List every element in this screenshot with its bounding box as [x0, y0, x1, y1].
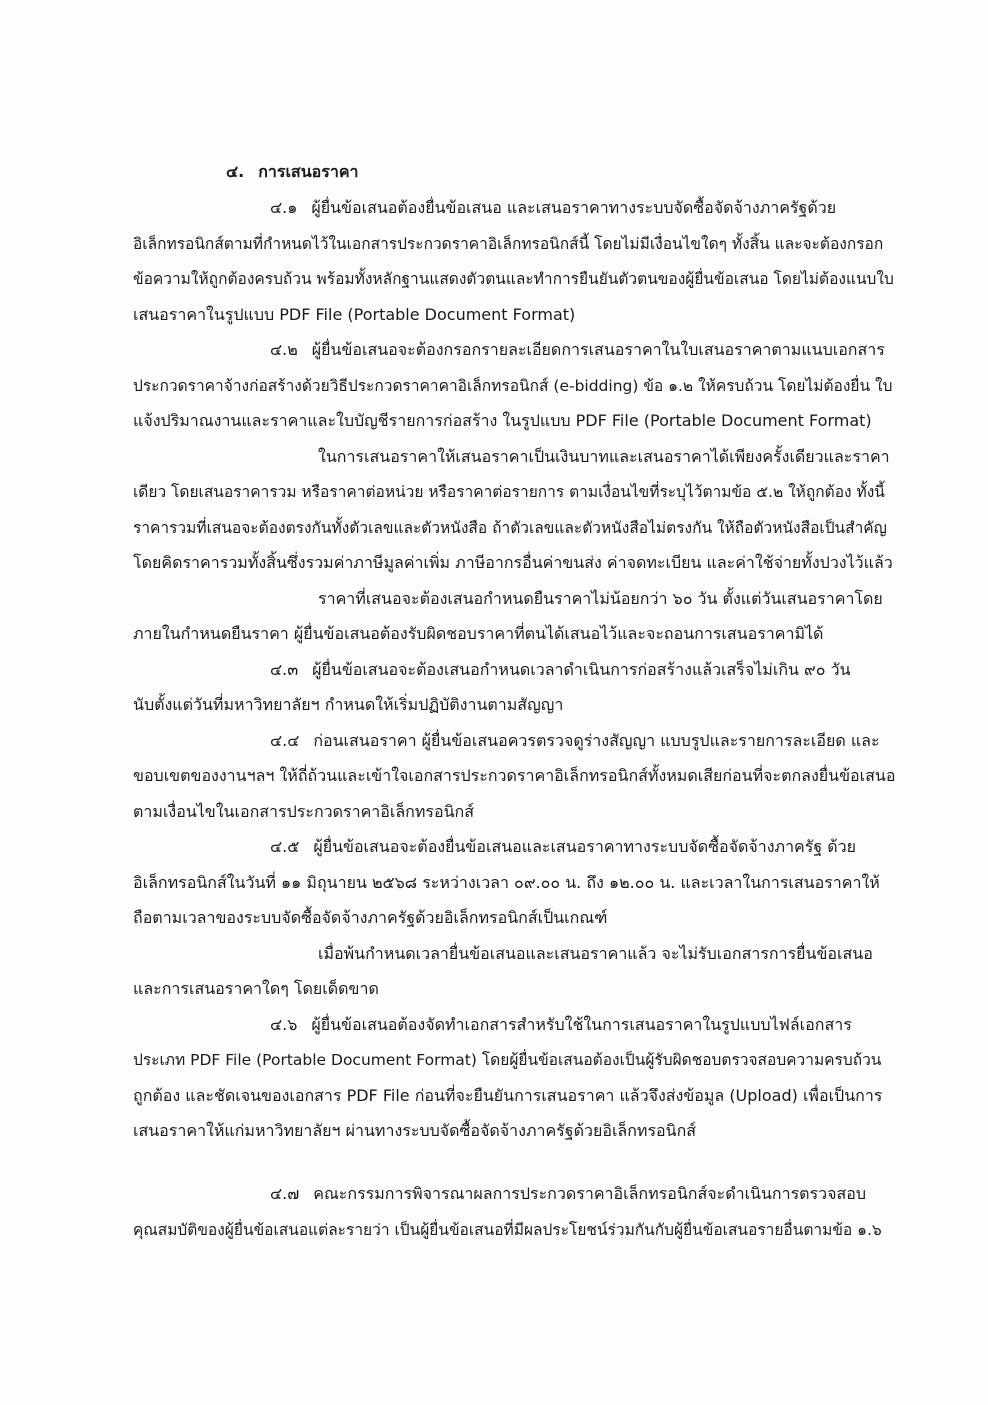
- item-number: ๔.๕: [270, 837, 300, 856]
- paragraph-line: เมื่อพ้นกำหนดเวลายื่นข้อเสนอและเสนอราคาแล้ว จะไม่รับเอกสารการยื่นข้อเสนอ: [318, 944, 873, 963]
- item-number: ๔.๓: [270, 660, 299, 679]
- item-number: ๔.๖: [270, 1015, 298, 1034]
- paragraph-line: ประกวดราคาจ้างก่อสร้างด้วยวิธีประกวดราคาคาอิเล็กทรอนิกส์ (e-bidding) ข้อ ๑.๒ ให้ครบถ้วน โดยไม่ต้องยื่น ใบ: [133, 377, 893, 395]
- paragraph-line: อิเล็กทรอนิกส์ตามที่กำหนดไว้ในเอกสารประกวดราคาอิเล็กทรอนิกส์นี้ โดยไม่มีเงื่อนไขใดๆ ทั้งสิ้น และจะต้องกรอก: [133, 235, 884, 253]
- item-number: ๔.๒: [270, 340, 298, 359]
- paragraph-line: ข้อความให้ถูกต้องครบถ้วน พร้อมทั้งหลักฐานแสดงตัวตนและทำการยืนยันตัวตนของผู้ยื่นข้อเสนอ โดยไม่ต้องแนบใบ: [133, 270, 894, 288]
- paragraph-line: ๔.๑ ผู้ยื่นข้อเสนอต้องยื่นข้อเสนอ และเสนอราคาทางระบบจัดซื้อจัดจ้างภาครัฐด้วย: [270, 198, 837, 217]
- paragraph-line: เสนอราคาในรูปแบบ PDF File (Portable Document Format): [133, 305, 576, 324]
- item-number: ๔.๔: [270, 731, 300, 750]
- item-number: ๔.๑: [270, 198, 298, 217]
- paragraph-line: แจ้งปริมาณงานและราคาและใบบัญชีรายการก่อสร้าง ในรูปแบบ PDF File (Portable Document Format): [133, 411, 872, 430]
- paragraph-line: ถูกต้อง และชัดเจนของเอกสาร PDF File ก่อนที่จะยืนยันการเสนอราคา แล้วจึงส่งข้อมูล (Upload) เพื่อเป็นการ: [133, 1086, 883, 1105]
- paragraph-line: ภายในกำหนดยืนราคา ผู้ยื่นข้อเสนอต้องรับผิดชอบราคาที่ตนได้เสนอไว้และจะถอนการเสนอราคามิได้: [133, 624, 824, 643]
- paragraph-line: ๔.๕ ผู้ยื่นข้อเสนอจะต้องยื่นข้อเสนอและเสนอราคาทางระบบจัดซื้อจัดจ้างภาครัฐ ด้วย: [270, 837, 857, 856]
- paragraph-line: ประเภท PDF File (Portable Document Format) โดยผู้ยื่นข้อเสนอต้องเป็นผู้รับผิดชอบตรวจสอบความครบถ้วน: [133, 1051, 882, 1069]
- paragraph-line: นับตั้งแต่วันที่มหาวิทยาลัยฯ กำหนดให้เริ่มปฏิบัติงานตามสัญญา: [133, 695, 564, 714]
- paragraph-line: โดยคิดราคารวมทั้งสิ้นซึ่งรวมค่าภาษีมูลค่าเพิ่ม ภาษีอากรอื่นค่าขนส่ง ค่าจดทะเบียน และค่าใช้จ่ายทั้งปวงไว้แล้ว: [133, 553, 893, 572]
- paragraph-line: ขอบเขตของงานฯลฯ ให้ถี่ถ้วนและเข้าใจเอกสารประกวดราคาอิเล็กทรอนิกส์ทั้งหมดเสียก่อนที่จะตกลงยื่นข้อเสนอ: [133, 766, 896, 785]
- paragraph-line: เดียว โดยเสนอราคารวม หรือราคาต่อหน่วย หรือราคาต่อรายการ ตามเงื่อนไขที่ระบุไว้ตามข้อ ๕.๒ ให้ถูกต้อง ทั้งนี้: [133, 483, 885, 501]
- paragraph-line: ๔.๖ ผู้ยื่นข้อเสนอต้องจัดทำเอกสารสำหรับใช้ในการเสนอราคาในรูปแบบไฟล์เอกสาร: [270, 1015, 852, 1034]
- paragraph-line: ๔.๓ ผู้ยื่นข้อเสนอจะต้องเสนอกำหนดเวลาดำเนินการก่อสร้างแล้วเสร็จไม่เกิน ๙๐ วัน: [270, 660, 851, 679]
- paragraph-line: ๔.๒ ผู้ยื่นข้อเสนอจะต้องกรอกรายละเอียดการเสนอราคาในใบเสนอราคาตามแนบเอกสาร: [270, 340, 885, 359]
- paragraph-line: และการเสนอราคาใดๆ โดยเด็ดขาด: [133, 979, 379, 998]
- paragraph-line: ในการเสนอราคาให้เสนอราคาเป็นเงินบาทและเสนอราคาได้เพียงครั้งเดียวและราคา: [318, 447, 890, 466]
- paragraph-line: ราคารวมที่เสนอจะต้องตรงกันทั้งตัวเลขและตัวหนังสือ ถ้าตัวเลขและตัวหนังสือไม่ตรงกัน ให้ถือตัวหนังสือเป็นสำคัญ: [133, 519, 887, 537]
- paragraph-line: เสนอราคาให้แก่มหาวิทยาลัยฯ ผ่านทางระบบจัดซื้อจัดจ้างภาครัฐด้วยอิเล็กทรอนิกส์: [133, 1121, 697, 1140]
- section-number: ๔.: [226, 162, 245, 181]
- paragraph-line: อิเล็กทรอนิกส์ในวันที่ ๑๑ มิถุนายน ๒๕๖๘ ระหว่างเวลา ๐๙.๐๐ น. ถึง ๑๒.๐๐ น. และเวลาในการเสนอราคาให้: [133, 873, 880, 892]
- paragraph-line: คุณสมบัติของผู้ยื่นข้อเสนอแต่ละรายว่า เป็นผู้ยื่นข้อเสนอที่มีผลประโยชน์ร่วมกันกับผู้ยื่นข้อเสนอรายอื่นตามข้อ ๑.๖: [133, 1221, 882, 1239]
- paragraph-line: ราคาที่เสนอจะต้องเสนอกำหนดยืนราคาไม่น้อยกว่า ๖๐ วัน ตั้งแต่วันเสนอราคาโดย: [318, 589, 883, 608]
- section-heading: [226, 162, 359, 182]
- paragraph-line: ตามเงื่อนไขในเอกสารประกวดราคาอิเล็กทรอนิกส์: [133, 802, 474, 821]
- paragraph-line: ๔.๗ คณะกรรมการพิจารณาผลการประกวดราคาอิเล็กทรอนิกส์จะดำเนินการตรวจสอบ: [270, 1184, 867, 1203]
- section-title: การเสนอราคา: [258, 162, 359, 181]
- paragraph-line: ถือตามเวลาของระบบจัดซื้อจัดจ้างภาครัฐด้วยอิเล็กทรอนิกส์เป็นเกณฑ์: [133, 908, 608, 927]
- item-number: ๔.๗: [270, 1184, 300, 1203]
- paragraph-line: ๔.๔ ก่อนเสนอราคา ผู้ยื่นข้อเสนอควรตรวจดูร่างสัญญา แบบรูปและรายการละเอียด และ: [270, 731, 880, 750]
